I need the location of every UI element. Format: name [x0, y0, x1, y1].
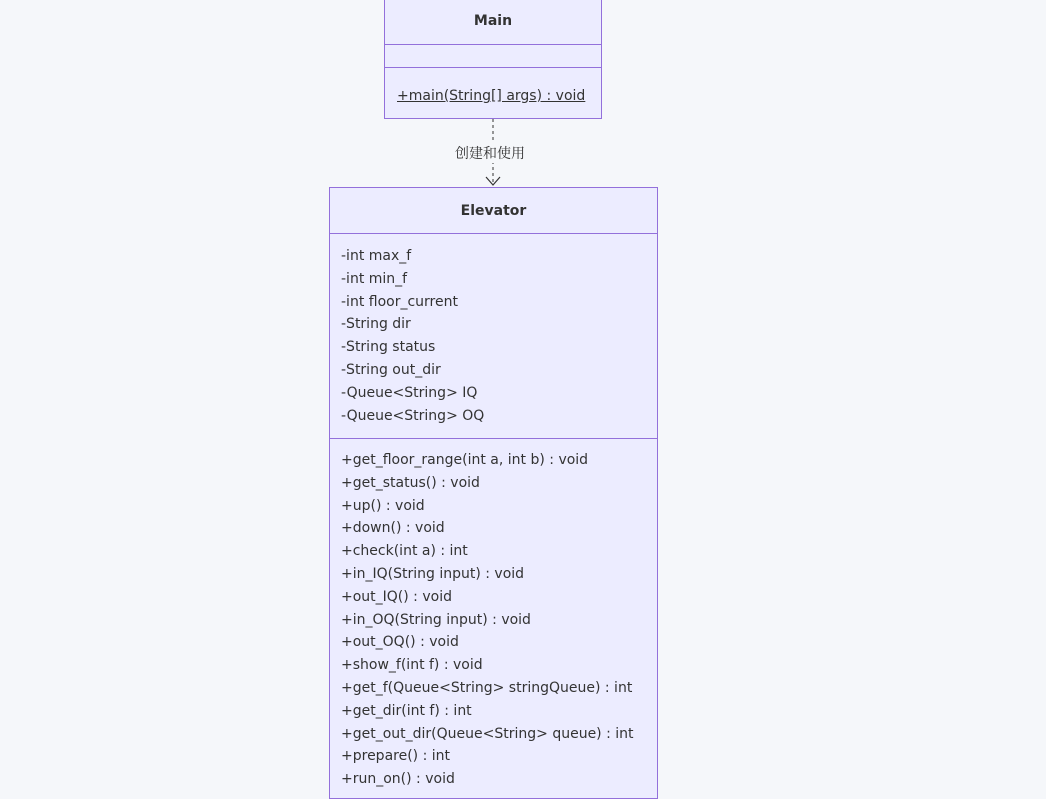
attribute-item: -String status — [341, 339, 436, 356]
method-item: +get_status() : void — [341, 474, 480, 491]
attribute-item: -String dir — [341, 316, 411, 333]
method-item: +get_floor_range(int a, int b) : void — [341, 452, 589, 468]
attribute-item: -int floor_current — [341, 293, 458, 310]
attribute-item: -Queue<String> OQ — [341, 407, 485, 424]
method-item: +in_OQ(String input) : void — [341, 611, 531, 628]
method-item: +run_on() : void — [341, 771, 455, 788]
method-item: +get_out_dir(Queue<String> queue) : int — [341, 725, 634, 742]
method-item: +up() : void — [341, 497, 425, 514]
method-item: +down() : void — [341, 520, 445, 537]
method-item: +out_IQ() : void — [341, 588, 452, 605]
attribute-item: -String out_dir — [341, 362, 441, 378]
attribute-item: -int min_f — [341, 270, 408, 287]
class-elevator[interactable] — [329, 187, 658, 799]
method-item: +in_IQ(String input) : void — [341, 566, 525, 582]
attribute-item: -int max_f — [341, 248, 412, 264]
method-item: +get_f(Queue<String> stringQueue) : int — [341, 680, 633, 696]
attribute-item: -Queue<String> IQ — [341, 384, 478, 401]
class-name-elevator: Elevator — [460, 203, 527, 219]
method-item: +show_f(int f) : void — [341, 657, 483, 674]
method-item: +out_OQ() : void — [341, 634, 459, 651]
class-name-main: Main — [473, 13, 513, 29]
method-main: +main(String[] args) : void — [397, 88, 586, 104]
method-item: +get_dir(int f) : int — [341, 702, 472, 719]
elevator-attributes-divider — [330, 233, 657, 234]
method-item: +check(int a) : int — [341, 543, 468, 560]
relation-label: 创建和使用 — [455, 143, 525, 163]
elevator-methods-divider — [330, 438, 657, 439]
method-item: +prepare() : int — [341, 748, 450, 765]
